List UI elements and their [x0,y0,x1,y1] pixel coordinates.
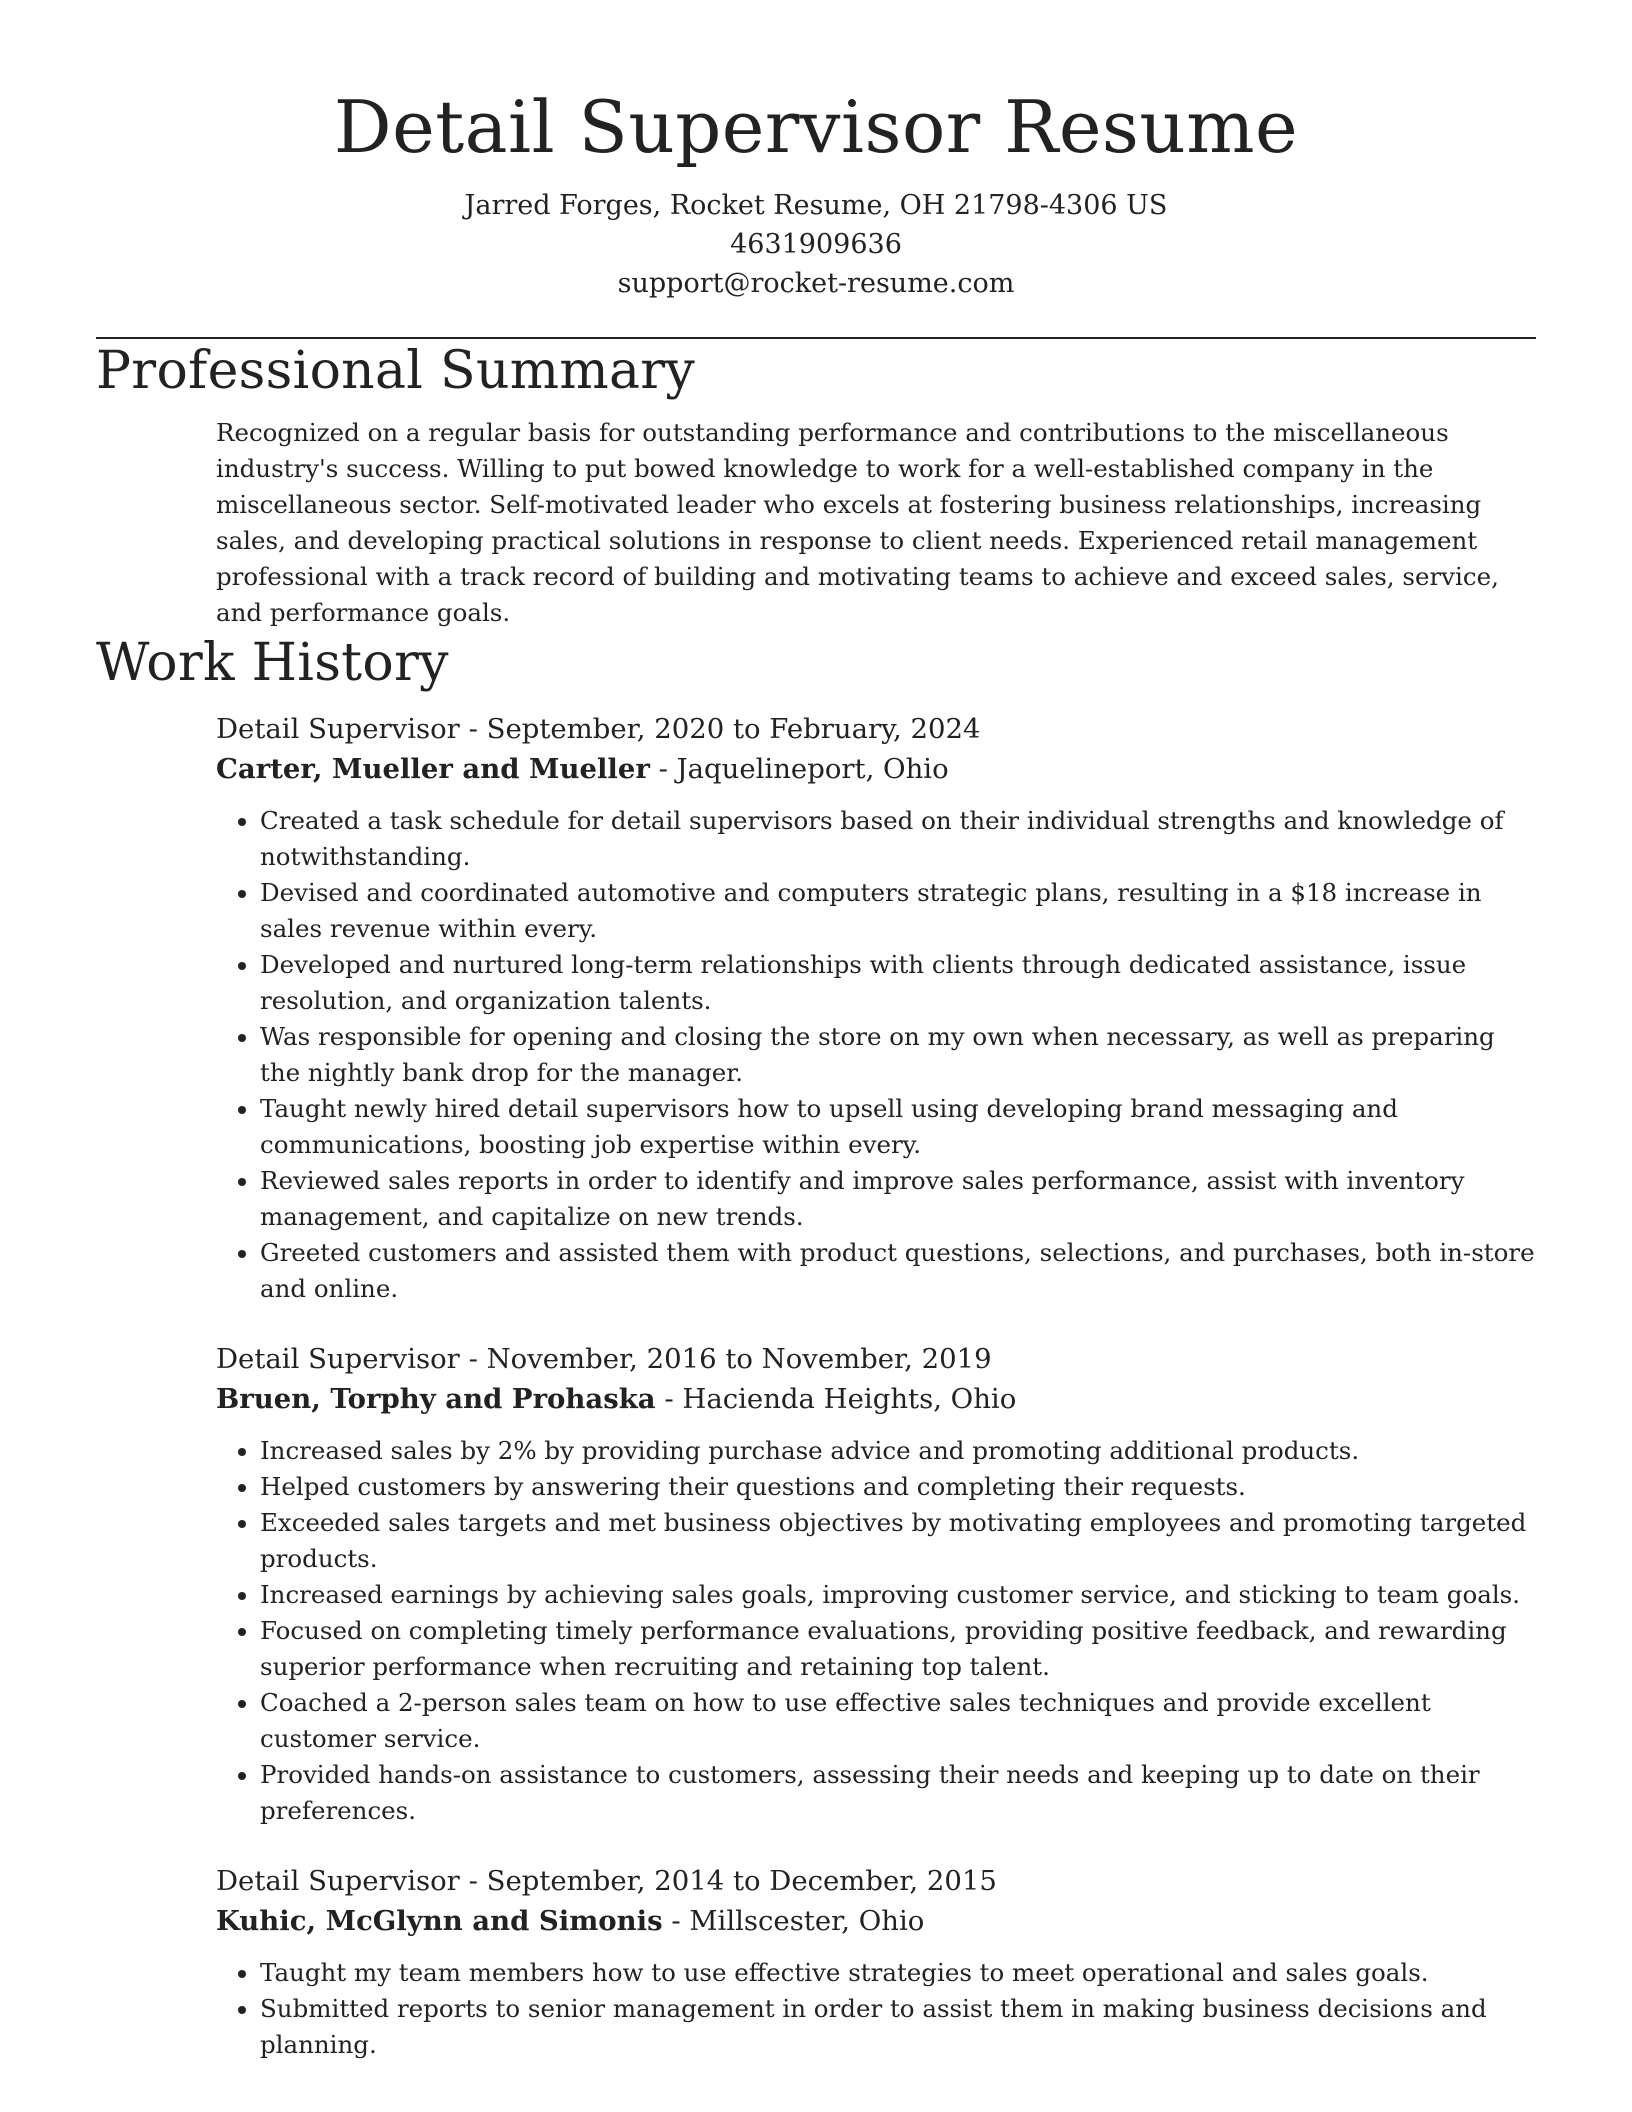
job-title-line: Detail Supervisor - November, 2016 to November, 2019 [216,1343,992,1375]
job-company-line: Bruen, Torphy and Prohaska - Hacienda Heights, Ohio [216,1383,1017,1415]
summary-heading: Professional Summary [96,341,696,401]
contact-block [96,186,1536,303]
job-bullets [216,1433,1536,1829]
job-title-line: Detail Supervisor - September, 2014 to December, 2015 [216,1865,997,1897]
job-entry [216,709,1536,1307]
job-bullet: • Taught my team members how to use effective strategies to meet operational and sales goals. [260,1955,1536,1991]
job-bullets [216,803,1536,1307]
job-dates: November, 2016 to November, 2019 [486,1343,992,1375]
job-dates: September, 2014 to December, 2015 [486,1865,997,1897]
job-title: Detail Supervisor [216,1343,460,1375]
job-bullet: • Devised and coordinated automotive and computers strategic plans, resulting in a $18 increase in sales revenue within every. [260,875,1536,947]
resume-title: Detail Supervisor Resume [333,85,1299,169]
job-title: Detail Supervisor [216,1865,460,1897]
job-company-line: Kuhic, McGlynn and Simonis - Millscester, Ohio [216,1905,925,1937]
contact-address: Jarred Forges, Rocket Resume, OH 21798-4306 US [464,190,1168,221]
job-location: Hacienda Heights, Ohio [682,1383,1017,1415]
job-bullet: • Submitted reports to senior management in order to assist them in making business decisions and planning. [260,1991,1536,2063]
job-bullet: • Greeted customers and assisted them with product questions, selections, and purchases, both in-store and online. [260,1235,1536,1307]
job-company: Bruen, Torphy and Prohaska [216,1383,656,1415]
job-bullet: • Increased sales by 2% by providing purchase advice and promoting additional products. [260,1433,1536,1469]
job-bullet: • Increased earnings by achieving sales goals, improving customer service, and sticking to team goals. [260,1577,1536,1613]
job-bullets [216,1955,1536,2063]
job-bullet: • Exceeded sales targets and met business objectives by motivating employees and promoting targeted products. [260,1505,1536,1577]
job-title-line: Detail Supervisor - September, 2020 to February, 2024 [216,713,981,745]
job-bullet: • Coached a 2-person sales team on how to use effective sales techniques and provide excellent customer service. [260,1685,1536,1757]
job-title: Detail Supervisor [216,713,460,745]
job-company-line: Carter, Mueller and Mueller - Jaquelineport, Ohio [216,753,949,785]
job-bullet: • Developed and nurtured long-term relationships with clients through dedicated assistance, issue resolution, and organization talents. [260,947,1536,1019]
job-location: Jaquelineport, Ohio [676,753,949,785]
job-bullet: • Taught newly hired detail supervisors how to upsell using developing brand messaging and communications, boosting job expertise within every. [260,1091,1536,1163]
job-company: Carter, Mueller and Mueller [216,753,650,785]
contact-phone: 4631909636 [730,229,902,260]
job-entry [216,1861,1536,2063]
job-bullet: • Focused on completing timely performance evaluations, providing positive feedback, and rewarding superior performance when recruiting and retaining top talent. [260,1613,1536,1685]
contact-email: support@rocket-resume.com [617,268,1015,299]
job-bullet: • Helped customers by answering their questions and completing their requests. [260,1469,1536,1505]
job-bullet: • Reviewed sales reports in order to identify and improve sales performance, assist with inventory management, and capitalize on new trends. [260,1163,1536,1235]
job-entry [216,1339,1536,1829]
job-location: Millscester, Ohio [689,1905,925,1937]
work-history-heading: Work History [96,633,449,693]
job-dates: September, 2020 to February, 2024 [486,713,981,745]
summary-text: Recognized on a regular basis for outstanding performance and contributions to the miscellaneous industry's success. Willing to put bowed knowledge to work for a well-established company in the miscellaneous sector. Self-motivated leader who excels at fostering business relationships, increasing sales, and developing practical solutions in response to client needs. Experienced retail management professional with a track record of building and motivating teams to achieve and exceed sales, service, and performance goals. [216,418,1499,627]
job-bullet: • Was responsible for opening and closing the store on my own when necessary, as well as preparing the nightly bank drop for the manager. [260,1019,1536,1091]
job-bullet: • Provided hands-on assistance to customers, assessing their needs and keeping up to date on their preferences. [260,1757,1536,1829]
job-bullet: • Created a task schedule for detail supervisors based on their individual strengths and knowledge of notwithstanding. [260,803,1536,875]
job-company: Kuhic, McGlynn and Simonis [216,1905,663,1937]
